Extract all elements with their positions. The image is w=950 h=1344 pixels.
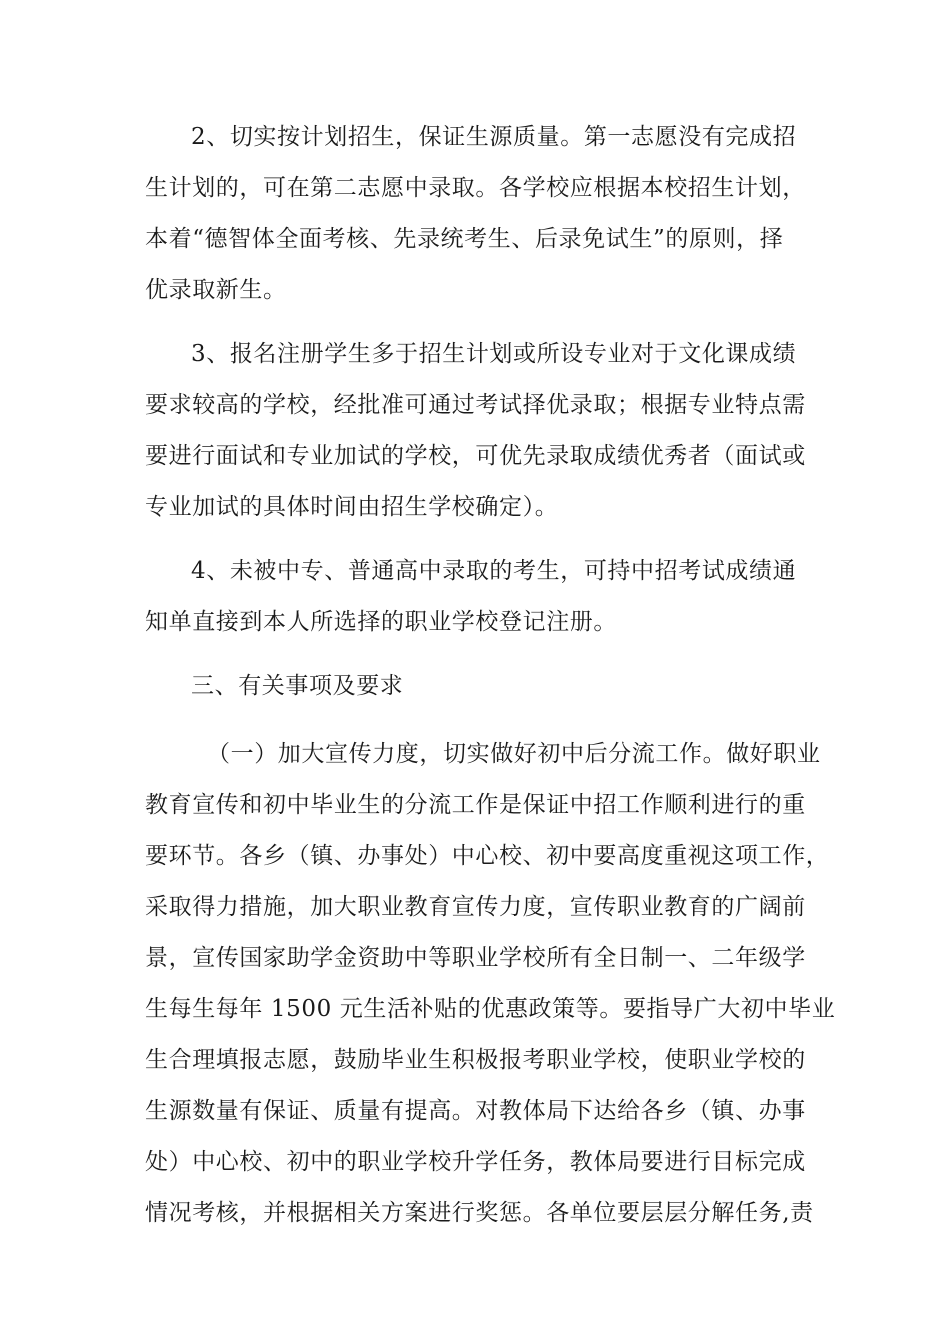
- text-line: 要环节。各乡（镇、办事处）中心校、初中要高度重视这项工作，: [145, 843, 830, 869]
- section-title: 三、有关事项及要求: [191, 673, 404, 699]
- text-line: 生源数量有保证、质量有提高。对教体局下达给各乡（镇、办事: [145, 1098, 806, 1124]
- paragraph-admission-plan: [145, 112, 825, 316]
- text-line: 本着“德智体全面考核、先录统考生、后录免试生”的原则，择: [145, 226, 784, 252]
- text-line: 景，宣传国家助学金资助中等职业学校所有全日制一、二年级学: [145, 945, 806, 971]
- text-line: 生合理填报志愿，鼓励毕业生积极报考职业学校，使职业学校的: [145, 1047, 806, 1073]
- text-line: 2、切实按计划招生，保证生源质量。第一志愿没有完成招: [191, 124, 797, 150]
- text-line: 3、报名注册学生多于招生计划或所设专业对于文化课成绩: [191, 341, 797, 367]
- text-line: （一）加大宣传力度，切实做好初中后分流工作。做好职业: [207, 741, 821, 767]
- text-line: 优录取新生。: [145, 277, 287, 303]
- section-heading: [145, 661, 825, 712]
- text-line: 处）中心校、初中的职业学校升学任务，教体局要进行目标完成: [145, 1149, 806, 1175]
- text-line: 要求较高的学校，经批准可通过考试择优录取；根据专业特点需: [145, 392, 806, 418]
- text-line: 生计划的，可在第二志愿中录取。各学校应根据本校招生计划，: [145, 175, 806, 201]
- text-line: 专业加试的具体时间由招生学校确定）。: [145, 494, 559, 520]
- text-line: 教育宣传和初中毕业生的分流工作是保证中招工作顺利进行的重: [145, 792, 806, 818]
- text-line: 情况考核，并根据相关方案进行奖惩。各单位要层层分解任务,责: [145, 1200, 814, 1226]
- text-line: 采取得力措施，加大职业教育宣传力度，宣传职业教育的广阔前: [145, 894, 806, 920]
- text-line: 生每生每年 1500 元生活补贴的优惠政策等。要指导广大初中毕业: [145, 996, 836, 1022]
- paragraph-publicity: [145, 729, 836, 1239]
- paragraph-selective-admission: [145, 329, 825, 533]
- paragraph-vocational-registration: [145, 546, 825, 648]
- text-line: 4、未被中专、普通高中录取的考生，可持中招考试成绩通: [191, 558, 797, 584]
- text-line: 要进行面试和专业加试的学校，可优先录取成绩优秀者（面试或: [145, 443, 806, 469]
- text-line: 知单直接到本人所选择的职业学校登记注册。: [145, 609, 617, 635]
